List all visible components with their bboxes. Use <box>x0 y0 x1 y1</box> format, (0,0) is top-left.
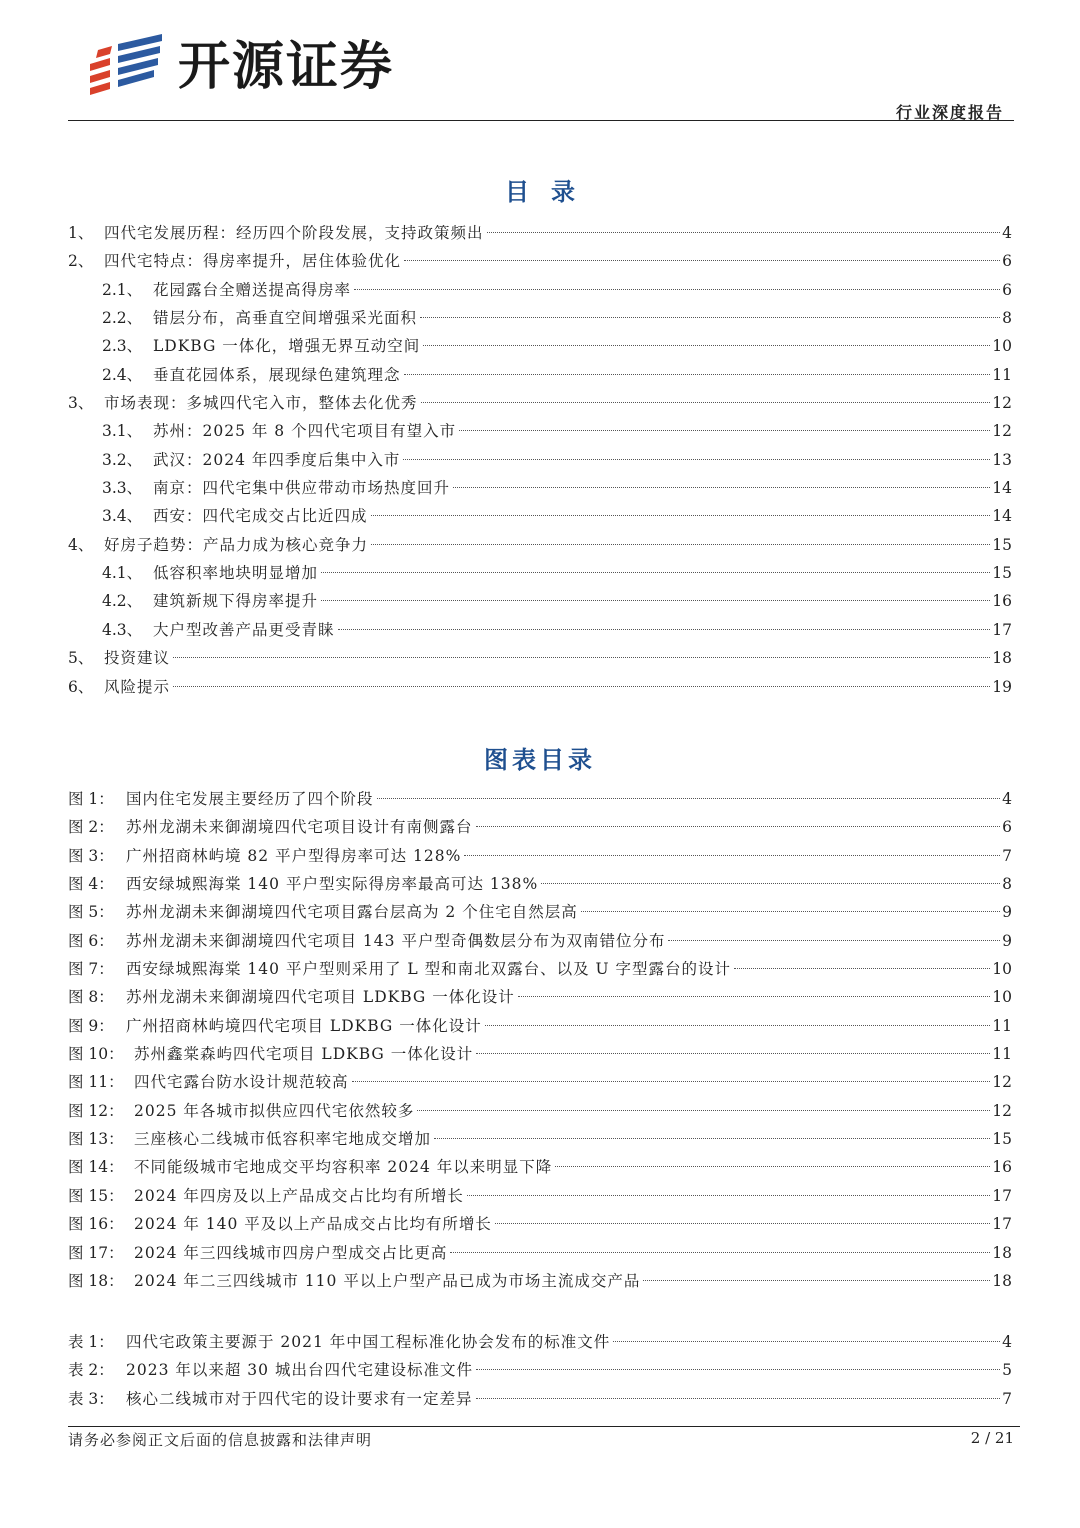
toc-entry-title[interactable]: 武汉：2024 年四季度后集中入市 <box>153 450 401 469</box>
table-entry[interactable] <box>68 1356 1012 1384</box>
figure-entry-page[interactable]: 4 <box>1002 790 1012 808</box>
toc-entry-page[interactable]: 6 <box>1002 252 1012 271</box>
toc-entry-leader <box>321 600 990 601</box>
figure-entry[interactable] <box>68 898 1012 926</box>
toc-entry-leader <box>371 515 991 516</box>
figure-entry-number: 图 15： <box>68 1186 124 1205</box>
figure-entry-title[interactable]: 苏州龙湖未来御湖境四代宅项目设计有南侧露台 <box>126 818 473 837</box>
figure-entry-page[interactable]: 12 <box>992 1073 1012 1092</box>
table-entry-page[interactable]: 7 <box>1002 1389 1012 1408</box>
toc-entry-title[interactable]: 好房子趋势：产品力成为核心竞争力 <box>104 535 369 554</box>
footer-divider <box>68 1426 1020 1427</box>
figure-entry-number: 图 11： <box>68 1073 124 1092</box>
toc-entry-number: 4.3、 <box>102 620 143 639</box>
toc-entry-page[interactable]: 12 <box>992 394 1012 413</box>
figure-entry[interactable] <box>68 1210 1012 1238</box>
toc-entry-page[interactable]: 12 <box>992 422 1012 441</box>
figure-entry-title[interactable]: 苏州龙湖未来御湖境四代宅项目 LDKBG 一体化设计 <box>126 988 515 1007</box>
toc-entry-page[interactable]: 4 <box>1002 224 1012 242</box>
figure-entry-page[interactable]: 11 <box>992 1016 1012 1035</box>
toc-list <box>68 219 1012 701</box>
figure-entry-leader <box>467 1195 990 1196</box>
toc-entry-leader <box>421 402 991 403</box>
toc-entry-number: 2、 <box>68 252 94 271</box>
toc-entry-title[interactable]: 南京：四代宅集中供应带动市场热度回升 <box>153 479 451 498</box>
figure-entry[interactable] <box>68 785 1012 813</box>
table-entry-number: 表 1： <box>68 1333 114 1351</box>
figure-entry-number: 图 6： <box>68 931 114 950</box>
figure-entry-title[interactable]: 不同能级城市宅地成交平均容积率 2024 年以来明显下降 <box>134 1158 553 1177</box>
figure-entry-page[interactable]: 18 <box>992 1243 1012 1262</box>
figure-entry-leader <box>581 911 1000 912</box>
company-logo-mark-icon <box>88 34 168 100</box>
toc-entry[interactable] <box>68 644 1012 672</box>
figure-entry-page[interactable]: 7 <box>1002 846 1012 865</box>
toc-entry-title[interactable]: 四代宅特点：得房率提升，居住体验优化 <box>104 252 402 271</box>
figure-entry-page[interactable]: 18 <box>992 1271 1012 1290</box>
table-entry[interactable] <box>68 1385 1012 1413</box>
toc-entry-number: 6、 <box>68 677 94 696</box>
figure-entry-number: 图 18： <box>68 1271 124 1290</box>
toc-entry-number: 4、 <box>68 535 94 554</box>
figure-entry-title[interactable]: 广州招商林屿境四代宅项目 LDKBG 一体化设计 <box>126 1016 482 1035</box>
figure-entry-number: 图 10： <box>68 1045 124 1064</box>
toc-entry-title[interactable]: 花园露台全赠送提高得房率 <box>153 280 352 299</box>
toc-entry-leader <box>404 260 1000 261</box>
figure-entry-leader <box>476 826 1000 827</box>
figure-entry[interactable] <box>68 1267 1012 1295</box>
figure-entry-leader <box>352 1081 991 1082</box>
table-entry-title[interactable]: 2023 年以来超 30 城出台四代宅建设标准文件 <box>126 1361 473 1380</box>
figure-entry[interactable] <box>68 870 1012 898</box>
figure-entry-leader <box>377 798 1000 799</box>
toc-entry-title[interactable]: 苏州：2025 年 8 个四代宅项目有望入市 <box>153 422 457 441</box>
figure-entry-number: 图 3： <box>68 846 114 865</box>
figure-entry-title[interactable]: 广州招商林屿境 82 平户型得房率可达 128% <box>126 846 462 865</box>
figure-entry-page[interactable]: 17 <box>992 1215 1012 1234</box>
toc-entry[interactable] <box>68 673 1012 701</box>
figure-entry-number: 图 4： <box>68 875 114 894</box>
table-entry-leader <box>476 1398 1000 1399</box>
figure-entry-leader <box>464 855 1000 856</box>
toc-entry-number: 4.1、 <box>102 564 143 583</box>
toc-entry-number: 3.3、 <box>102 479 143 498</box>
figure-entry-title[interactable]: 苏州鑫棠森屿四代宅项目 LDKBG 一体化设计 <box>134 1045 474 1064</box>
toc-title: 目录 <box>505 178 597 206</box>
figure-entry[interactable] <box>68 1068 1012 1096</box>
table-entry-leader <box>613 1341 1000 1342</box>
toc-entry-number: 4.2、 <box>102 592 143 611</box>
figure-entry-title[interactable]: 2024 年二三四线城市 110 平以上户型产品已成为市场主流成交产品 <box>134 1271 641 1290</box>
figure-entry[interactable] <box>68 983 1012 1011</box>
figure-entry-title[interactable]: 四代宅露台防水设计规范较高 <box>134 1073 349 1092</box>
page-number: 2 / 21 <box>970 1429 1014 1447</box>
figure-entry-title[interactable]: 2024 年 140 平及以上产品成交占比均有所增长 <box>134 1215 492 1234</box>
toc-entry-number: 2.4、 <box>102 365 143 384</box>
toc-entry-leader <box>354 289 1000 290</box>
toc-entry-number: 3.1、 <box>102 422 143 441</box>
figure-entry-title[interactable]: 三座核心二线城市低容积率宅地成交增加 <box>134 1130 432 1149</box>
figure-entry[interactable] <box>68 1153 1012 1181</box>
figure-entry[interactable] <box>68 1012 1012 1040</box>
toc-entry[interactable] <box>68 474 1012 502</box>
figure-entry-number: 图 5： <box>68 903 114 922</box>
figure-entry[interactable] <box>68 1097 1012 1125</box>
table-entry-page[interactable]: 4 <box>1002 1333 1012 1351</box>
toc-entry-page[interactable]: 16 <box>992 592 1012 611</box>
toc-entry-page[interactable]: 14 <box>992 507 1012 526</box>
figure-entry[interactable] <box>68 927 1012 955</box>
toc-entry-page[interactable]: 15 <box>992 564 1012 583</box>
figure-entry-title[interactable]: 2025 年各城市拟供应四代宅依然较多 <box>134 1101 415 1120</box>
figure-entry-number: 图 17： <box>68 1243 124 1262</box>
figure-entry-number: 图 13： <box>68 1130 124 1149</box>
toc-entry-title[interactable]: 垂直花园体系，展现绿色建筑理念 <box>153 365 401 384</box>
figure-entry-page[interactable]: 16 <box>992 1158 1012 1177</box>
figure-entry-leader <box>541 883 1000 884</box>
figure-entry[interactable] <box>68 842 1012 870</box>
figure-entry-number: 图 2： <box>68 818 114 837</box>
figure-entry-page[interactable]: 9 <box>1002 931 1012 950</box>
toc-entry-title[interactable]: 错层分布，高垂直空间增强采光面积 <box>153 309 418 328</box>
toc-entry-leader <box>321 572 990 573</box>
toc-entry-title[interactable]: 建筑新规下得房率提升 <box>153 592 319 611</box>
figure-entry-leader <box>434 1138 990 1139</box>
toc-entry-leader <box>487 232 1000 233</box>
toc-entry-page[interactable]: 14 <box>992 479 1012 498</box>
figure-entry[interactable] <box>68 1125 1012 1153</box>
figure-entry-page[interactable]: 8 <box>1002 875 1012 894</box>
toc-entry-leader <box>423 345 990 346</box>
figure-entry-page[interactable]: 17 <box>992 1186 1012 1205</box>
toc-entry-title[interactable]: 低容积率地块明显增加 <box>153 564 319 583</box>
toc-entry-leader <box>371 544 990 545</box>
toc-entry-title[interactable]: 风险提示 <box>104 677 171 696</box>
report-type-label: 行业深度报告 <box>895 103 1004 122</box>
toc-entry-page[interactable]: 18 <box>992 649 1012 668</box>
toc-entry-title[interactable]: 四代宅发展历程：经历四个阶段发展，支持政策频出 <box>104 224 484 242</box>
footer-disclaimer: 请务必参阅正文后面的信息披露和法律声明 <box>68 1431 373 1449</box>
figure-entry-number: 图 14： <box>68 1158 124 1177</box>
toc-entry-leader <box>420 317 1000 318</box>
toc-entry-title[interactable]: LDKBG 一体化，增强无界互动空间 <box>153 337 421 356</box>
figure-entry-page[interactable]: 12 <box>992 1101 1012 1120</box>
toc-entry-leader <box>459 430 990 431</box>
figure-entry-number: 图 12： <box>68 1101 124 1120</box>
table-entry-title[interactable]: 核心二线城市对于四代宅的设计要求有一定差异 <box>126 1389 473 1408</box>
toc-entry-title[interactable]: 西安：四代宅成交占比近四成 <box>153 507 368 526</box>
figure-entry[interactable] <box>68 955 1012 983</box>
table-entry-title[interactable]: 四代宅政策主要源于 2021 年中国工程标准化协会发布的标准文件 <box>126 1333 611 1351</box>
toc-entry[interactable] <box>68 361 1012 389</box>
figure-entry-leader <box>668 940 1000 941</box>
toc-entry-number: 3.4、 <box>102 507 143 526</box>
figure-entry-leader <box>555 1166 990 1167</box>
figure-entry-number: 图 16： <box>68 1215 124 1234</box>
figure-entry-leader <box>476 1053 990 1054</box>
toc-entry-leader <box>173 686 990 687</box>
toc-entry[interactable] <box>68 276 1012 304</box>
toc-entry-page[interactable]: 19 <box>992 677 1012 696</box>
table-entry-leader <box>476 1369 1000 1370</box>
figure-entry-page[interactable]: 6 <box>1002 818 1012 837</box>
toc-entry[interactable] <box>68 502 1012 530</box>
toc-entry-page[interactable]: 17 <box>992 620 1012 639</box>
toc-entry-leader <box>404 374 991 375</box>
toc-entry-title[interactable]: 大户型改善产品更受青睐 <box>153 620 335 639</box>
toc-entry-title[interactable]: 投资建议 <box>104 649 171 668</box>
figure-entry-leader <box>485 1025 991 1026</box>
figure-entry[interactable] <box>68 1040 1012 1068</box>
toc-entry-number: 5、 <box>68 649 94 668</box>
figure-entry-page[interactable]: 10 <box>992 960 1012 979</box>
figure-entry[interactable] <box>68 1239 1012 1267</box>
figure-list <box>68 785 1012 1295</box>
toc-entry-number: 3.2、 <box>102 450 143 469</box>
figure-entry-page[interactable]: 10 <box>992 988 1012 1007</box>
toc-entry-title[interactable]: 市场表现：多城四代宅入市，整体去化优秀 <box>104 394 418 413</box>
table-list <box>68 1328 1012 1413</box>
table-entry-number: 表 2： <box>68 1361 114 1380</box>
toc-entry[interactable] <box>68 247 1012 275</box>
figure-entry-number: 图 1： <box>68 790 114 808</box>
figure-entry-title[interactable]: 2024 年四房及以上产品成交占比均有所增长 <box>134 1186 464 1205</box>
figure-entry-leader <box>643 1280 990 1281</box>
toc-entry-leader <box>403 459 990 460</box>
toc-entry[interactable] <box>68 587 1012 615</box>
toc-entry[interactable] <box>68 559 1012 587</box>
toc-entry-page[interactable]: 8 <box>1002 309 1012 328</box>
toc-entry-page[interactable]: 10 <box>992 337 1012 356</box>
company-name: 开源证券 <box>178 37 395 97</box>
figure-entry-leader <box>734 968 990 969</box>
toc-entry-page[interactable]: 13 <box>992 450 1012 469</box>
toc-entry[interactable] <box>68 219 1012 247</box>
figure-entry-number: 图 9： <box>68 1016 114 1035</box>
figure-entry-page[interactable]: 9 <box>1002 903 1012 922</box>
toc-entry[interactable] <box>68 531 1012 559</box>
figure-entry-title[interactable]: 国内住宅发展主要经历了四个阶段 <box>126 790 374 808</box>
figure-entry-page[interactable]: 15 <box>992 1130 1012 1149</box>
toc-entry-number: 2.1、 <box>102 280 143 299</box>
table-entry[interactable] <box>68 1328 1012 1356</box>
toc-entry-leader <box>453 487 990 488</box>
toc-entry-page[interactable]: 6 <box>1002 280 1012 299</box>
figure-entry-title[interactable]: 西安绿城熙海棠 140 平户型则采用了 L 型和南北双露台、以及 U 字型露台的设计 <box>126 960 732 979</box>
toc-entry[interactable] <box>68 446 1012 474</box>
toc-entry-page[interactable]: 11 <box>992 365 1012 384</box>
table-entry-number: 表 3： <box>68 1389 114 1408</box>
toc-entry-number: 2.2、 <box>102 309 143 328</box>
toc-entry[interactable] <box>68 389 1012 417</box>
figure-entry-number: 图 7： <box>68 960 114 979</box>
figure-entry-title[interactable]: 2024 年三四线城市四房户型成交占比更高 <box>134 1243 448 1262</box>
toc-entry-number: 2.3、 <box>102 337 143 356</box>
figure-entry-leader <box>417 1110 990 1111</box>
header-divider <box>68 120 1014 121</box>
figure-entry-leader <box>495 1223 990 1224</box>
toc-entry-leader <box>173 657 990 658</box>
figure-entry-title[interactable]: 苏州龙湖未来御湖境四代宅项目露台层高为 2 个住宅自然层高 <box>126 903 578 922</box>
figure-entry[interactable] <box>68 1182 1012 1210</box>
figure-entry[interactable] <box>68 813 1012 841</box>
table-entry-page[interactable]: 5 <box>1002 1361 1012 1380</box>
toc-entry[interactable] <box>68 332 1012 360</box>
company-logo <box>88 34 418 100</box>
figure-entry-leader <box>518 996 991 997</box>
toc-entry[interactable] <box>68 616 1012 644</box>
toc-entry-leader <box>338 629 991 630</box>
toc-entry[interactable] <box>68 417 1012 445</box>
figure-entry-title[interactable]: 西安绿城熙海棠 140 平户型实际得房率最高可达 138% <box>126 875 539 894</box>
figure-entry-title[interactable]: 苏州龙湖未来御湖境四代宅项目 143 平户型奇偶数层分布为双南错位分布 <box>126 931 666 950</box>
figure-entry-page[interactable]: 11 <box>992 1045 1012 1064</box>
toc-entry-number: 1、 <box>68 224 94 242</box>
toc-entry[interactable] <box>68 304 1012 332</box>
figure-list-title: 图表目录 <box>484 746 596 774</box>
toc-entry-number: 3、 <box>68 394 94 413</box>
figure-entry-leader <box>450 1252 990 1253</box>
toc-entry-page[interactable]: 15 <box>992 535 1012 554</box>
figure-entry-number: 图 8： <box>68 988 114 1007</box>
